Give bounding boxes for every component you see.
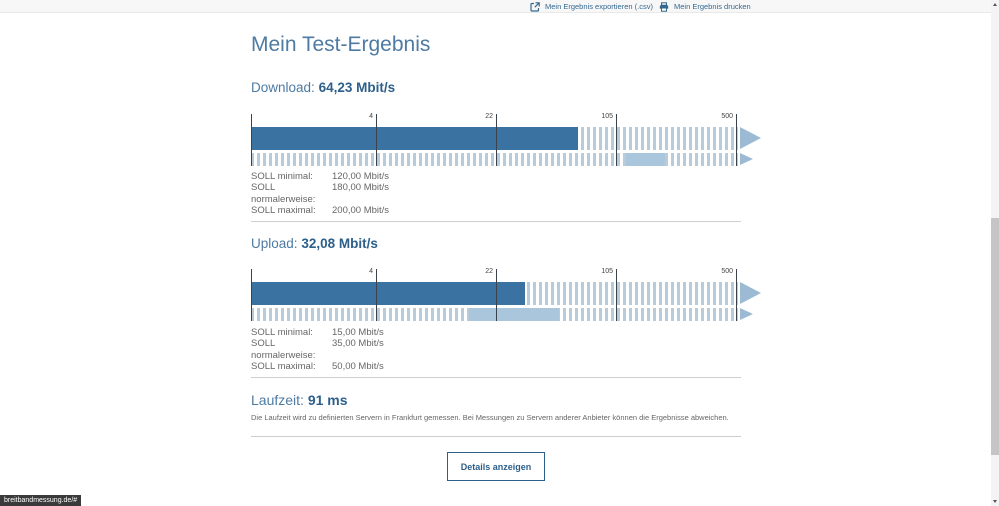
gauge-edge-tick (251, 114, 252, 166)
page-title: Mein Test-Ergebnis (251, 33, 431, 56)
laufzeit-label: Laufzeit: (251, 392, 304, 408)
soll-minimal-label: SOLL minimal: (251, 171, 313, 182)
upload-gauge (251, 268, 766, 321)
upload-gauge-soll-arrow-icon (740, 308, 753, 320)
export-icon (530, 2, 540, 12)
gauge-tick-label: 500 (721, 113, 733, 120)
soll-minimal-label: SOLL minimal: (251, 327, 313, 338)
upload-value: 32,08 Mbit/s (301, 236, 378, 251)
download-gauge-fill (251, 127, 578, 150)
upload-heading (251, 236, 378, 251)
table-row (251, 171, 551, 182)
gauge-tick-label: 500 (721, 268, 733, 275)
gauge-tick-label: 105 (601, 113, 613, 120)
laufzeit-note: Die Laufzeit wird zu definierten Servern in Frankfurt gemessen. Bei Messungen zu Servern anderer Anbieter können die Ergebnisse abweichen. (251, 413, 729, 422)
soll-maximal-value: 50,00 Mbit/s (332, 360, 384, 372)
export-csv-link[interactable] (530, 0, 653, 13)
download-heading (251, 80, 395, 95)
gauge-tick (376, 269, 377, 321)
gauge-tick-label: 4 (369, 113, 373, 120)
soll-normal-value: 35,00 Mbit/s (332, 338, 384, 350)
soll-normal-label: SOLL normalerweise: (251, 338, 316, 361)
table-row (251, 205, 551, 216)
gauge-tick-label: 105 (601, 268, 613, 275)
scroll-up-button[interactable] (991, 0, 999, 9)
vertical-scrollbar[interactable] (991, 0, 999, 506)
gauge-tick-label: 4 (369, 268, 373, 275)
section-divider (251, 377, 741, 378)
upload-gauge-fill (251, 282, 525, 305)
gauge-tick (496, 114, 497, 166)
upload-soll-table (251, 327, 551, 372)
chevron-down-icon (993, 500, 997, 503)
chevron-up-icon (993, 3, 997, 6)
gauge-tick (736, 114, 737, 166)
soll-maximal-label: SOLL maximal: (251, 360, 316, 372)
download-value: 64,23 Mbit/s (318, 80, 396, 95)
section-divider (251, 221, 741, 222)
gauge-tick (616, 114, 617, 166)
upload-gauge-scale-bar (251, 282, 738, 305)
gauge-tick (736, 269, 737, 321)
download-gauge-soll-range (626, 153, 665, 166)
status-url-bubble: breitbandmessung.de/# (0, 495, 81, 506)
soll-maximal-label: SOLL maximal: (251, 204, 316, 216)
table-row (251, 338, 551, 361)
download-soll-table (251, 171, 551, 216)
table-row (251, 361, 551, 372)
gauge-tick-label: 22 (485, 113, 493, 120)
gauge-edge-tick (251, 269, 252, 321)
upload-gauge-soll-bar (251, 308, 738, 321)
upload-gauge-arrow-icon (740, 282, 761, 304)
soll-minimal-value: 15,00 Mbit/s (332, 327, 384, 338)
download-gauge-scale-bar (251, 127, 738, 150)
table-row (251, 327, 551, 338)
printer-icon (659, 2, 669, 12)
upload-label: Upload: (251, 236, 298, 251)
laufzeit-heading (251, 392, 348, 408)
soll-maximal-value: 200,00 Mbit/s (332, 204, 390, 216)
soll-normal-label: SOLL normalerweise: (251, 182, 316, 205)
section-divider (251, 436, 741, 437)
upload-gauge-soll-range (469, 308, 559, 321)
main-content (251, 13, 766, 506)
soll-normal-value: 180,00 Mbit/s (332, 182, 390, 194)
download-gauge (251, 113, 766, 166)
scrollbar-thumb[interactable] (991, 218, 999, 455)
download-label: Download: (251, 80, 315, 95)
download-gauge-soll-bar (251, 153, 738, 166)
soll-minimal-value: 120,00 Mbit/s (332, 171, 390, 182)
details-button[interactable]: Details anzeigen (447, 452, 545, 481)
download-gauge-arrow-icon (740, 127, 761, 149)
gauge-tick (376, 114, 377, 166)
gauge-tick (496, 269, 497, 321)
export-link-label: Mein Ergebnis exportieren (.csv) (545, 2, 653, 11)
gauge-tick-label: 22 (485, 268, 493, 275)
top-toolbar (0, 0, 991, 13)
table-row (251, 182, 551, 205)
laufzeit-value: 91 ms (307, 392, 348, 408)
print-link[interactable] (659, 0, 751, 13)
scroll-down-button[interactable] (991, 497, 999, 506)
download-gauge-soll-arrow-icon (740, 153, 753, 165)
print-link-label: Mein Ergebnis drucken (674, 2, 751, 11)
gauge-tick (616, 269, 617, 321)
